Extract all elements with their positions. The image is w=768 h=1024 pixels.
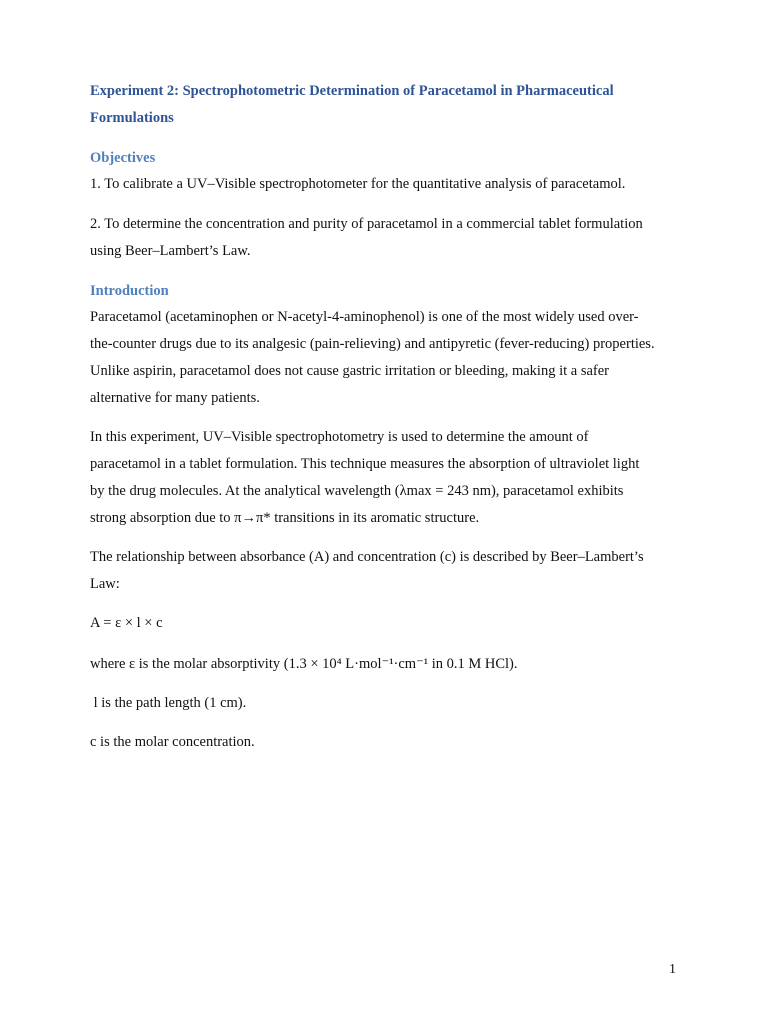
- concentration-definition: [90, 729, 690, 756]
- intro-paragraph-2: [90, 424, 690, 532]
- intro-paragraph-1-line-1: Paracetamol (acetaminophen or N-acetyl-4-aminophenol) is one of the most widely used over-: [90, 309, 639, 325]
- beer-lambert-equation: [90, 610, 690, 637]
- epsilon-definition: [90, 651, 690, 678]
- concentration-definition-line: c is the molar concentration.: [90, 734, 255, 750]
- intro-paragraph-2-line-2: paracetamol in a tablet formulation. This technique measures the absorption of ultraviolet light: [90, 456, 640, 472]
- objective-item-2-line-1: 2. To determine the concentration and purity of paracetamol in a commercial tablet formulation: [90, 216, 643, 232]
- objectives-heading: Objectives: [90, 150, 156, 166]
- intro-paragraph-1-line-2: the-counter drugs due to its analgesic (pain-relieving) and antipyretic (fever-reducing) properties.: [90, 336, 655, 352]
- objective-item-2: [90, 211, 690, 265]
- intro-paragraph-3: [90, 544, 690, 598]
- intro-paragraph-2-line-4: strong absorption due to π→π* transitions in its aromatic structure.: [90, 510, 480, 526]
- title-line-2: Formulations: [90, 110, 174, 126]
- objective-item-2-line-2: using Beer–Lambert’s Law.: [90, 243, 251, 259]
- intro-paragraph-1: [90, 304, 690, 412]
- intro-paragraph-2-line-3: by the drug molecules. At the analytical wavelength (λmax = 243 nm), paracetamol exhibits: [90, 483, 624, 499]
- intro-paragraph-1-line-4: alternative for many patients.: [90, 390, 260, 406]
- intro-paragraph-1-line-3: Unlike aspirin, paracetamol does not cause gastric irritation or bleeding, making it a safer: [90, 363, 610, 379]
- equation-line: A = ε × l × c: [90, 615, 163, 631]
- intro-paragraph-3-line-1: The relationship between absorbance (A) and concentration (c) is described by Beer–Lambert’s: [90, 549, 644, 565]
- intro-paragraph-2-line-1: In this experiment, UV–Visible spectrophotometry is used to determine the amount of: [90, 429, 589, 445]
- path-length-definition: [90, 690, 690, 717]
- objective-item-1-line: 1. To calibrate a UV–Visible spectrophotometer for the quantitative analysis of paracetamol.: [90, 176, 626, 192]
- intro-paragraph-3-line-2: Law:: [90, 576, 120, 592]
- page-number: 1: [669, 962, 676, 977]
- epsilon-definition-line: where ε is the molar absorptivity (1.3 × 10⁴ L·mol⁻¹·cm⁻¹ in 0.1 M HCl).: [90, 656, 518, 672]
- introduction-heading: Introduction: [90, 283, 169, 299]
- document-title: [90, 78, 690, 132]
- objective-item-1: [90, 171, 690, 198]
- title-line-1: Experiment 2: Spectrophotometric Determination of Paracetamol in Pharmaceutical: [90, 83, 614, 99]
- path-length-definition-line: l is the path length (1 cm).: [90, 695, 247, 711]
